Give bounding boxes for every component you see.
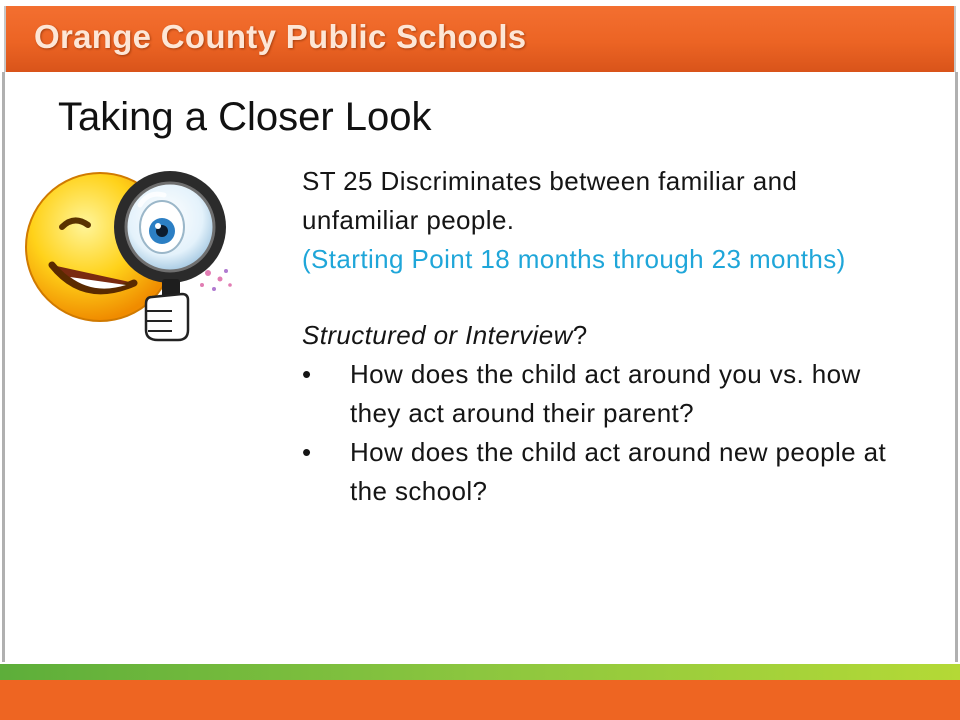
left-border <box>2 72 5 662</box>
list-item <box>302 433 902 511</box>
header-bar <box>4 6 956 72</box>
slide-title: Taking a Closer Look <box>58 95 432 139</box>
footer-green-stripe <box>0 664 960 680</box>
method-question <box>302 316 902 355</box>
slide-content <box>302 162 902 511</box>
magnifying-glass-smiley-icon <box>22 165 242 345</box>
header-title: Orange County Public Schools <box>34 18 527 55</box>
bullet-icon: • <box>302 437 312 467</box>
list-item-text: How does the child act around new people at the school? <box>350 437 887 506</box>
method-question-suffix: ? <box>572 320 588 350</box>
list-item <box>302 355 902 433</box>
method-question-italic: Structured or Interview <box>302 320 573 350</box>
question-list <box>302 355 902 511</box>
age-range-text: (Starting Point 18 months through 23 months) <box>302 244 846 274</box>
right-border <box>955 72 958 662</box>
standard-text: ST 25 Discriminates between familiar and unfamiliar people. <box>302 166 798 235</box>
bullet-icon: • <box>302 359 312 389</box>
list-item-text: How does the child act around you vs. how they act around their parent? <box>350 359 861 428</box>
footer-orange-bar <box>0 680 960 720</box>
